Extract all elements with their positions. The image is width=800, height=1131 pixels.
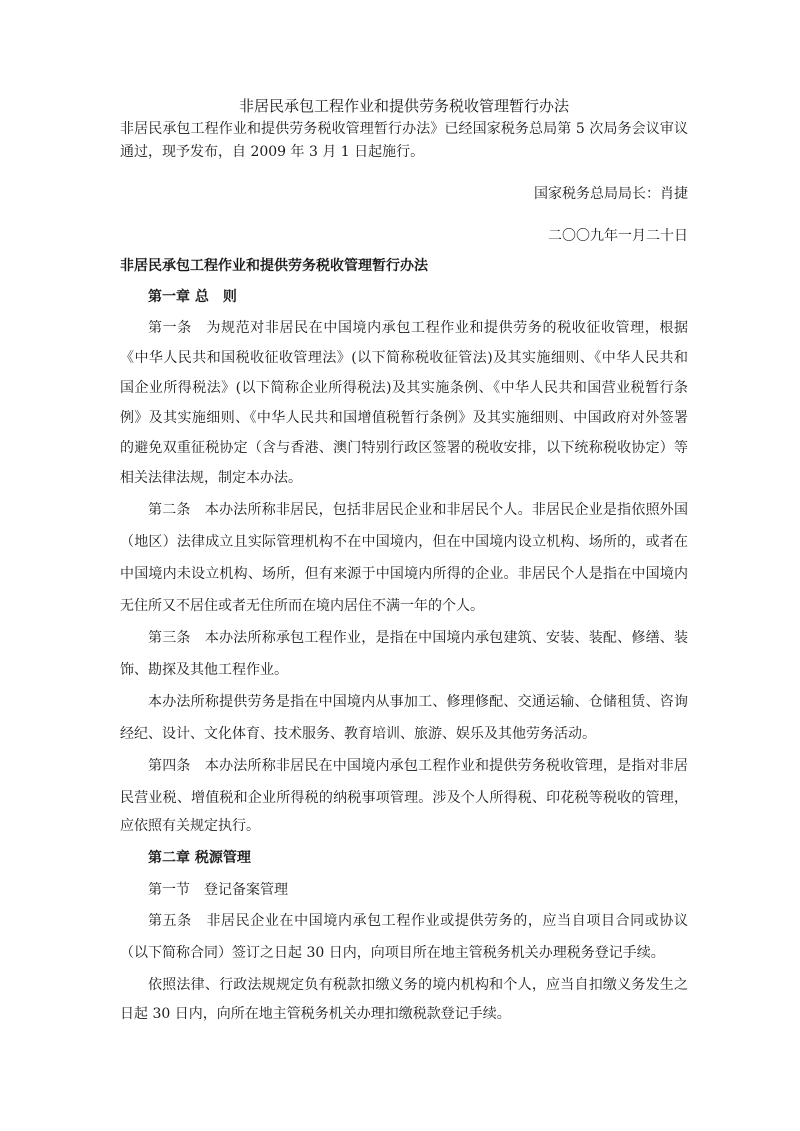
paragraph-line: 饰、勘探及其他工程作业。 (120, 662, 288, 678)
signature: 国家税务总局局长：肖捷 (534, 186, 688, 202)
paragraph-line: （以下简称合同）签订之日起 30 日内，向项目所在地主管税务机关办理税务登记手续。 (120, 945, 665, 961)
paragraph-line: 第三条 本办法所称承包工程作业，是指在中国境内承包建筑、安装、装配、修缮、装 (148, 630, 688, 646)
paragraph-line: 例》及其实施细则、《中华人民共和国增值税暂行条例》及其实施细则、中国政府对外签署 (120, 410, 688, 426)
date: 二〇〇九年一月二十日 (548, 228, 688, 244)
paragraph-line: 依照法律、行政法规规定负有税款扣缴义务的境内机构和个人，应当自扣缴义务发生之 (148, 977, 688, 993)
paragraph-line: （地区）法律成立且实际管理机构不在中国境内，但在中国境内设立机构、场所的，或者在 (120, 534, 688, 550)
paragraph-line: 《中华人民共和国税收征收管理法》(以下简称税收征管法)及其实施细则、《中华人民共和 (120, 350, 688, 366)
document-title: 非居民承包工程作业和提供劳务税收管理暂行办法 (120, 258, 428, 274)
intro-line: 非居民承包工程作业和提供劳务税收管理暂行办法》已经国家税务总局第 5 次局务会议审议 (120, 121, 688, 137)
chapter-heading: 第二章 税源管理 (148, 850, 251, 866)
paragraph-line: 经纪、设计、文化体育、技术服务、教育培训、旅游、娱乐及其他劳务活动。 (120, 726, 596, 742)
paragraph-line: 相关法律法规，制定本办法。 (120, 470, 302, 486)
paragraph-line: 应依照有关规定执行。 (120, 818, 260, 834)
paragraph-line: 本办法所称提供劳务是指在中国境内从事加工、修理修配、交通运输、仓储租赁、咨询 (148, 694, 688, 710)
section-heading: 第一节 登记备案管理 (148, 882, 288, 898)
paragraph-line: 第四条 本办法所称非居民在中国境内承包工程作业和提供劳务税收管理，是指对非居 (148, 758, 688, 774)
paragraph-line: 的避免双重征税协定（含与香港、澳门特别行政区签署的税收安排，以下统称税收协定）等 (120, 440, 688, 456)
paragraph-line: 第二条 本办法所称非居民，包括非居民企业和非居民个人。非居民企业是指依照外国 (148, 502, 688, 518)
paragraph-line: 无住所又不居住或者无住所而在境内居住不满一年的个人。 (120, 598, 484, 614)
paragraph-line: 第五条 非居民企业在中国境内承包工程作业或提供劳务的，应当自项目合同或协议 (148, 913, 688, 929)
intro-line: 通过，现予发布，自 2009 年 3 月 1 日起施行。 (120, 144, 425, 160)
header-title: 非居民承包工程作业和提供劳务税收管理暂行办法 (238, 97, 569, 115)
paragraph-line: 中国境内未设立机构、场所，但有来源于中国境内所得的企业。非居民个人是指在中国境内 (120, 566, 688, 582)
chapter-heading: 第一章 总 则 (148, 289, 237, 305)
paragraph-line: 民营业税、增值税和企业所得税的纳税事项管理。涉及个人所得税、印花税等税收的管理， (120, 790, 688, 806)
paragraph-line: 日起 30 日内，向所在地主管税务机关办理扣缴税款登记手续。 (120, 1006, 511, 1022)
paragraph-line: 国企业所得税法》(以下简称企业所得税法)及其实施条例、《中华人民共和国营业税暂行条 (120, 380, 688, 396)
paragraph-line: 第一条 为规范对非居民在中国境内承包工程作业和提供劳务的税收征收管理，根据 (148, 320, 688, 336)
